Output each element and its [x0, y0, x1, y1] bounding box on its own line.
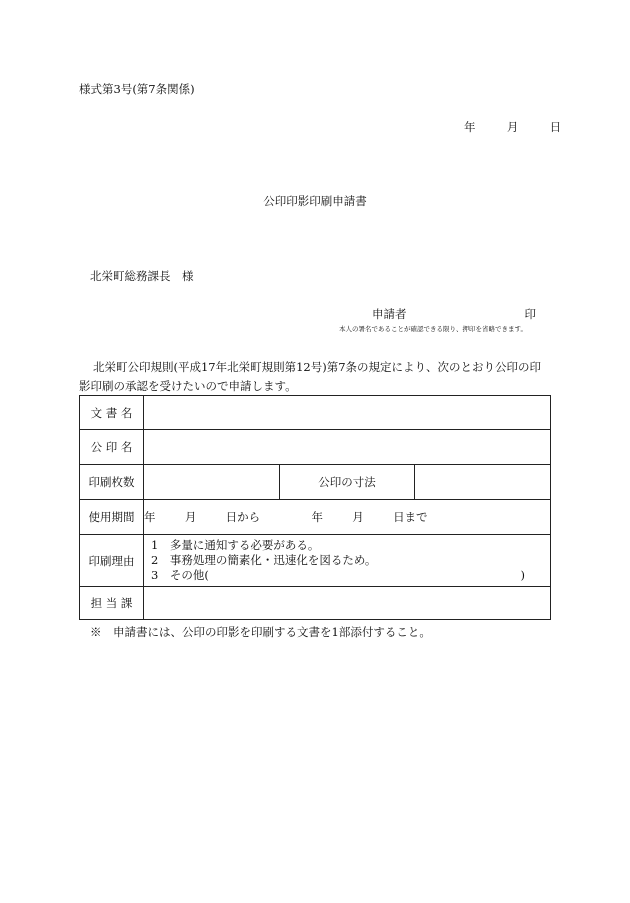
reason-close-paren: ) — [520, 568, 525, 582]
date-line — [464, 119, 561, 135]
date-day: 日 — [549, 120, 562, 134]
document-name-field[interactable] — [144, 396, 551, 430]
seal-name-label: 公 印 名 — [80, 430, 144, 465]
date-month: 月 — [506, 120, 519, 134]
row-period — [80, 500, 551, 535]
seal-mark: 印 — [524, 307, 536, 321]
period-month-from: 月 — [184, 510, 197, 524]
section-field[interactable] — [144, 587, 551, 620]
period-day-from: 日から — [225, 510, 261, 524]
reason-option-1[interactable]: 1 多量に通知する必要がある。 — [151, 538, 320, 552]
row-reason — [80, 535, 551, 587]
period-year-from: 年 — [144, 510, 156, 524]
period-day-until: 日まで — [393, 510, 428, 524]
addressee: 北栄町総務課長 様 — [90, 269, 194, 283]
seal-name-field[interactable] — [144, 430, 551, 465]
print-count-field[interactable] — [144, 465, 280, 500]
period-year-until: 年 — [311, 510, 323, 524]
document-title: 公印印影印刷申請書 — [263, 194, 367, 208]
period-field[interactable] — [144, 500, 551, 535]
reason-option-2[interactable]: 2 事務処理の簡素化・迅速化を図るため。 — [151, 553, 377, 567]
reason-field[interactable] — [144, 535, 551, 587]
date-year: 年 — [464, 120, 476, 134]
row-seal-name — [80, 430, 551, 465]
form-number: 様式第3号(第7条関係) — [79, 82, 195, 96]
applicant-label: 申請者 — [372, 307, 407, 321]
applicant-line — [372, 306, 536, 322]
print-count-label: 印刷枚数 — [80, 465, 144, 500]
row-print-count — [80, 465, 551, 500]
reason-option-3[interactable] — [144, 568, 550, 583]
section-label: 担 当 課 — [80, 587, 144, 620]
row-section — [80, 587, 551, 620]
period-label: 使用期間 — [80, 500, 144, 535]
reason-option-3-text: 3 その他( — [151, 568, 209, 582]
row-document-name — [80, 396, 551, 430]
intro-paragraph: 北栄町公印規則(平成17年北栄町規則第12号)第7条の規定により、次のとおり公印の印影印刷の承認を受けたいので申請します。 — [79, 360, 542, 393]
applicant-note: 本人の署名であることが確認できる限り、押印を省略できます。 — [339, 325, 527, 333]
application-table — [79, 395, 551, 620]
document-name-label: 文 書 名 — [80, 396, 144, 430]
seal-size-field[interactable] — [415, 465, 551, 500]
reason-label: 印刷理由 — [80, 535, 144, 587]
footnote: ※ 申請書には、公印の印影を印刷する文書を1部添付すること。 — [90, 625, 431, 639]
period-month-until: 月 — [352, 510, 364, 524]
seal-size-label: 公印の寸法 — [279, 465, 415, 500]
